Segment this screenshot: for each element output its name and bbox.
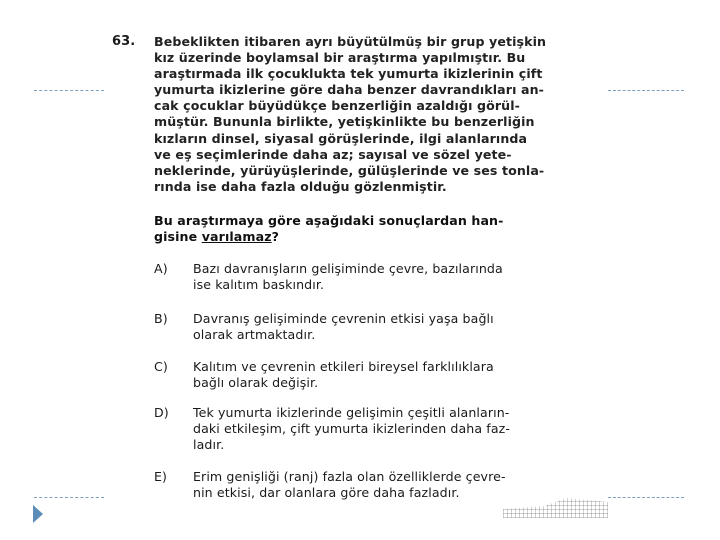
divider-right-top [608, 90, 684, 91]
option-line: bağlı olarak değişir. [193, 375, 319, 391]
option-text [193, 405, 607, 453]
option-line: ladır. [193, 437, 225, 453]
triangle-arrow-icon[interactable] [33, 505, 43, 523]
option-label: D) [154, 405, 169, 420]
prompt-pre: gisine [154, 229, 202, 245]
prompt-negation: varılamaz [201, 229, 272, 245]
option-text [193, 359, 607, 391]
option-line: Davranış gelişiminde çevrenin etkisi yaşa bağlı [193, 311, 494, 326]
stem-line: müştür. Bununla birlikte, yetişkinlikte bu benzerliğin [154, 114, 535, 130]
stem-line: yumurta ikizlerine göre daha benzer davrandıkları an- [154, 82, 544, 98]
option-line: Erim genişliği (ranj) fazla olan özelliklerde çevre- [193, 469, 506, 484]
question-stem [154, 34, 606, 195]
option-text [193, 261, 607, 293]
divider-left-top [34, 90, 104, 91]
option-line: Bazı davranışların gelişiminde çevre, bazılarında [193, 261, 503, 276]
prompt-line: Bu araştırmaya göre aşağıdaki sonuçlardan han- [154, 213, 504, 228]
prompt-post: ? [271, 229, 280, 245]
option-label: B) [154, 311, 168, 326]
question-prompt [154, 213, 606, 245]
stem-line: kızların dinsel, siyasal görüşlerinde, ilgi alanlarında [154, 130, 528, 146]
stem-line: Bebeklikten itibaren ayrı büyütülmüş bir grup yetişkin [154, 34, 547, 49]
divider-left-bottom [34, 497, 104, 498]
option-line: olarak artmaktadır. [193, 327, 316, 343]
stem-line: kız üzerinde boylamsal bir araştırma yapılmıştır. Bu [154, 50, 526, 66]
stem-line: rında ise daha fazla olduğu gözlenmiştir. [154, 178, 447, 194]
divider-right-bottom [608, 497, 684, 498]
option-text [193, 311, 607, 343]
option-label: E) [154, 469, 168, 484]
option-line: nin etkisi, dar olanlara göre daha fazladır. [193, 485, 460, 501]
stem-line: cak çocuklar büyüdükçe benzerliğin azaldığı görül- [154, 98, 520, 114]
option-line: Kalıtım ve çevrenin etkileri bireysel farklılıklara [193, 359, 494, 374]
question-number: 63. [112, 34, 136, 49]
prompt-line [154, 229, 606, 245]
option-label: C) [154, 359, 168, 374]
option-line: Tek yumurta ikizlerinde gelişimin çeşitli alanların- [193, 405, 510, 420]
option-line: daki etkileşim, çift yumurta ikizlerinden daha faz- [193, 421, 511, 437]
stem-line: araştırmada ilk çocuklukta tek yumurta ikizlerinin çift [154, 66, 543, 82]
stem-line: ve eş seçimlerinde daha az; sayısal ve sözel yete- [154, 146, 512, 162]
option-text [193, 469, 607, 501]
option-label: A) [154, 261, 168, 276]
option-line: ise kalıtım baskındır. [193, 277, 325, 293]
stem-line: neklerinde, yürüyüşlerinde, gülüşlerinde ve ses tonla- [154, 162, 545, 178]
